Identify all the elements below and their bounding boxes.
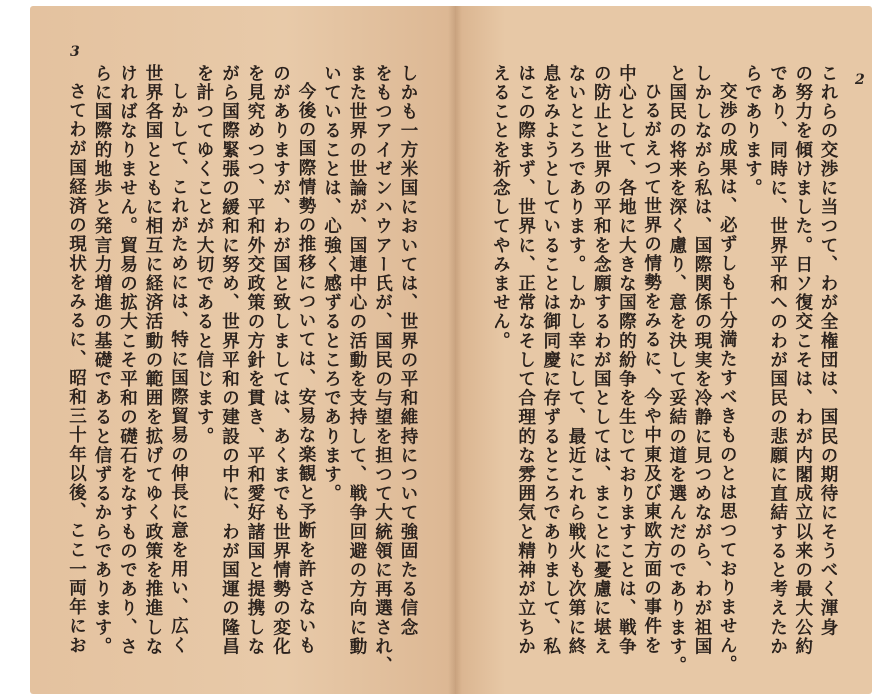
text-column: えることを祈念してやみません。: [490, 64, 511, 351]
text-column: のがありますが、わが国と致しましては、あくまでも世界情勢の変化: [270, 64, 291, 657]
left-page-number: 3: [70, 44, 80, 60]
text-column: これらの交渉に当つて、わが全権団は、国民の期待にそうべく渾身: [818, 64, 838, 637]
text-column: さてわが国経済の現状をみるに、昭和三十年以後、ここ一両年にお: [66, 82, 87, 655]
text-column: を見究めつつ、平和外交政策の方針を貫き、平和愛好諸国と提携しな: [245, 64, 265, 657]
text-column: しかも一方米国においては、世界の平和維持について強固たる信念: [398, 64, 418, 637]
text-column: 世界各国とともに相互に経済活動の範囲を拡げてゆく政策を推進しな: [143, 64, 163, 657]
open-book: [30, 6, 872, 694]
text-column: 中心として、各地に大きな国際的紛争を生じておりますことは、戦争: [616, 64, 637, 657]
book-gutter: [448, 6, 462, 694]
right-page: [455, 6, 872, 694]
text-column: と国民の将来を深く慮り、意を決して妥結の道を選んだのであります。: [666, 64, 687, 676]
text-column: ひるがえつて世界の情勢をみるに、今や中東及び東欧方面の事件を: [641, 82, 662, 655]
text-column: いていることは、心強く感ずるところであります。: [321, 64, 342, 504]
text-column: 交渉の成果は、必ずしも十分満たすべきものとは思つておりません。: [717, 82, 738, 675]
text-column: らに国際的地歩と発言力増進の基礎であると信ずるからであります。: [92, 64, 112, 657]
text-column: がら国際緊張の緩和に努め、世界平和の建設の中に、わが国運の隆昌: [219, 64, 240, 657]
text-column: 今後の国際情勢の推移については、安易な楽観と予断を許さないも: [296, 82, 316, 655]
text-column: ないところであります。しかし幸にして、最近これら戦火も次第に終: [566, 64, 586, 657]
text-column: の防止と世界の平和を念願するわが国としては、まことに憂慮に堪え: [591, 64, 612, 657]
text-column: はこの際まず、世界に、正常なそして合理的な雰囲気と精神が立ちか: [515, 64, 536, 657]
text-column: 息をみようとしていることは御同慶に存ずるところでありまして、私: [540, 64, 561, 657]
text-column: また世界の世論が、国連中心の活動を支持して、戦争回避の方向に動: [347, 64, 367, 657]
text-column: をもつアイゼンハウアー氏が、国民の与望を担つて大統領に再選され、: [372, 64, 393, 676]
text-column: らであります。: [742, 64, 763, 198]
text-column: しかしながら私は、国際関係の現実を冷静に見つめながら、わが祖国: [692, 64, 712, 657]
text-column: の努力を傾けました。日ソ復交こそは、わが内閣成立以来の最大公約: [792, 64, 813, 657]
text-column: であり、同時に、世界平和へのわが国民の悲願に直結すると考えたか: [767, 64, 788, 657]
text-column: ければなりません。貿易の拡大こそ平和の礎石をなすものであり、さ: [117, 64, 138, 657]
right-page-number: 2: [855, 72, 865, 88]
text-column: しかして、これがためには、特に国際貿易の伸長に意を用い、広く: [168, 82, 189, 655]
text-column: を計つてゆくことが大切であると信じます。: [194, 64, 214, 446]
left-page: [30, 6, 455, 694]
